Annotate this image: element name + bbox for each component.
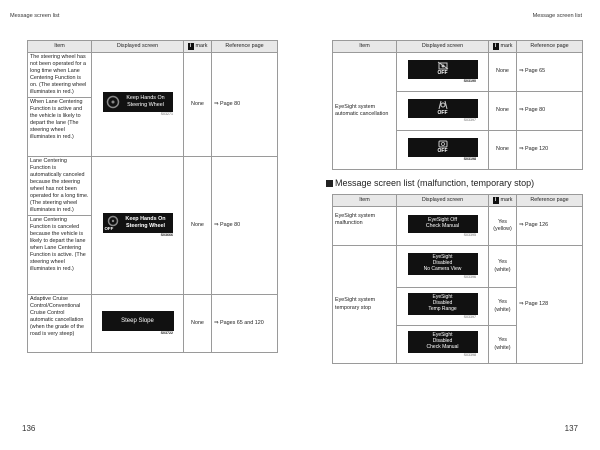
row-screen: OFF S03198: [397, 131, 489, 170]
table-header-row: [333, 195, 583, 207]
row-mark: None: [184, 295, 212, 353]
row-ref: ⇒ Page 80: [212, 157, 278, 295]
row-ref: ⇒ Page 126: [517, 207, 583, 246]
col-reference: Reference page: [212, 41, 278, 53]
row-screen: OFF Keep Hands On Steering Wheel S03666: [92, 157, 184, 295]
right-malfunction-table: [332, 194, 583, 364]
display-screen: OFF: [408, 60, 478, 79]
row-item: The steering wheel has not been operated for a long time when Lane Centering Function is on. (The steering wheel illuminates in red.) When Lane Centering Function is active and the vehicle is likely to depart the lane (The steering wheel illuminates in red.): [28, 53, 92, 157]
page-number-right: 137: [564, 424, 578, 433]
table-header-row: [333, 41, 583, 53]
bullet-square-icon: [326, 180, 333, 187]
eyesight-off-icon: [437, 60, 449, 70]
info-mark-icon: i: [493, 197, 499, 204]
row-screen: Steep Slope S03722: [92, 295, 184, 353]
running-header-right: Message screen list: [532, 13, 582, 19]
display-screen: Keep Hands On Steering Wheel: [103, 92, 173, 112]
col-item: Item: [28, 41, 92, 53]
row-screen: EyeSight Disabled No Camera View S03396: [397, 246, 489, 288]
col-item: Item: [333, 41, 397, 53]
row-ref: ⇒ Page 80: [517, 92, 583, 131]
row-mark: None: [184, 157, 212, 295]
table-row: [28, 53, 278, 157]
display-screen: EyeSight Disabled No Camera View: [408, 253, 478, 275]
right-cancellation-table: [332, 40, 583, 170]
row-screen: Keep Hands On Steering Wheel S03271: [92, 53, 184, 157]
camera-off-icon: [437, 138, 449, 148]
lane-departure-off-icon: [436, 99, 450, 110]
info-mark-icon: i: [188, 43, 194, 50]
info-mark-icon: i: [493, 43, 499, 50]
table-row: [28, 295, 278, 353]
row-screen: EyeSight Disabled Temp Range S03397: [397, 288, 489, 326]
row-item: Adaptive Cruise Control/Conventional Cruise Control automatic cancellation (when the grade of the road is very steep): [28, 295, 92, 353]
left-message-table: [27, 40, 278, 353]
row-ref: ⇒ Page 120: [517, 131, 583, 170]
row-screen: OFF S03397: [397, 92, 489, 131]
row-mark: None: [489, 53, 517, 92]
row-mark: Yes (white): [489, 288, 517, 326]
row-mark: None: [489, 92, 517, 131]
col-displayed: Displayed screen: [397, 195, 489, 207]
display-screen: Steep Slope: [102, 311, 174, 331]
col-mark: i mark: [489, 195, 517, 207]
row-screen: EyeSight Off Check Manual S03395: [397, 207, 489, 246]
row-mark: Yes (white): [489, 326, 517, 364]
display-screen: EyeSight Off Check Manual: [408, 215, 478, 233]
steering-wheel-icon: [106, 95, 120, 109]
col-reference: Reference page: [517, 195, 583, 207]
table-header-row: [28, 41, 278, 53]
row-mark: Yes (white): [489, 246, 517, 288]
display-screen: EyeSight Disabled Temp Range: [408, 293, 478, 315]
row-item: EyeSight system temporary stop: [333, 246, 397, 364]
table-row: [333, 207, 583, 246]
col-mark: i mark: [184, 41, 212, 53]
row-item: EyeSight system malfunction: [333, 207, 397, 246]
row-mark: None: [184, 53, 212, 157]
col-item: Item: [333, 195, 397, 207]
page-number-left: 136: [22, 424, 36, 433]
row-mark: Yes (yellow): [489, 207, 517, 246]
display-screen: EyeSight Disabled Check Manual: [408, 331, 478, 353]
steering-wheel-icon: [106, 215, 120, 227]
col-displayed: Displayed screen: [397, 41, 489, 53]
row-ref: ⇒ Page 128: [517, 246, 583, 364]
section-title: Message screen list (malfunction, temporary stop): [326, 178, 534, 188]
table-row: [28, 157, 278, 295]
row-item: EyeSight system automatic cancellation: [333, 53, 397, 170]
row-ref: ⇒ Page 65: [517, 53, 583, 92]
row-ref: ⇒ Page 80: [212, 53, 278, 157]
col-reference: Reference page: [517, 41, 583, 53]
off-label: OFF: [104, 226, 114, 232]
table-row: [333, 246, 583, 288]
display-screen: OFF: [408, 99, 478, 118]
row-screen: EyeSight Disabled Check Manual S03398: [397, 326, 489, 364]
row-item: Lane Centering Function is automatically canceled because the steering wheel has not been operated for a long time. (The steering wheel illuminates in red.) Lane Centering Function is canceled because the vehicle is likely to depart the lane when Lane Centering Function is active. (The steering wheel illuminates in red.): [28, 157, 92, 295]
row-mark: None: [489, 131, 517, 170]
row-ref: ⇒ Pages 65 and 120: [212, 295, 278, 353]
display-screen: OFF: [408, 138, 478, 157]
row-screen: OFF S03190: [397, 53, 489, 92]
col-displayed: Displayed screen: [92, 41, 184, 53]
table-row: [333, 53, 583, 92]
col-mark: i mark: [489, 41, 517, 53]
running-header-left: Message screen list: [10, 13, 60, 19]
display-screen: OFF Keep Hands On Steering Wheel: [103, 213, 173, 233]
